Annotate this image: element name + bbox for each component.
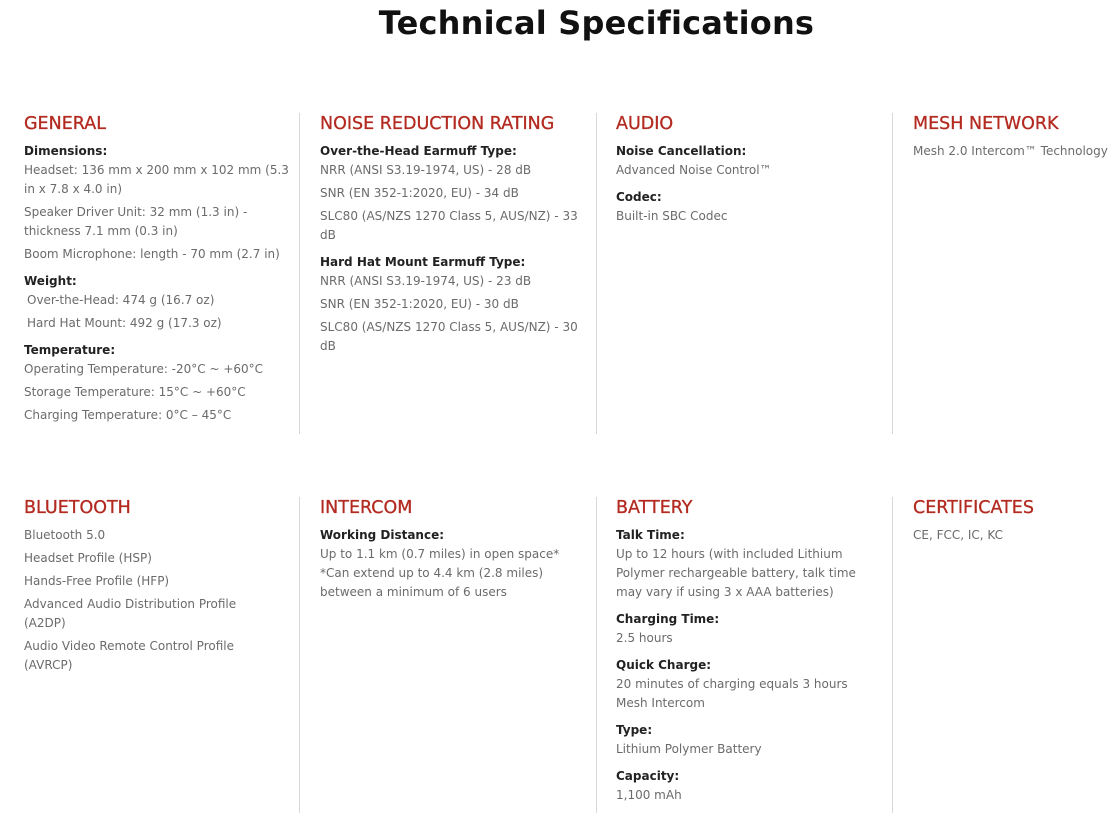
spec-label: Type: [616, 723, 653, 737]
spec-value: Headset: 136 mm x 200 mm x 102 mm (5.3 in x 7.8 x 4.0 in) [24, 163, 289, 196]
spec-value: Bluetooth 5.0 [24, 528, 106, 542]
spec-list [913, 142, 1119, 161]
spec-label: Temperature: [24, 343, 116, 357]
spec-value: Operating Temperature: -20°C ~ +60°C [24, 362, 264, 376]
spec-group-dimensions [24, 142, 289, 264]
spec-group-over-head [320, 142, 580, 245]
spec-value: SLC80 (AS/NZS 1270 Class 5, AUS/NZ) - 33 dB [320, 209, 578, 242]
section-title: MESH NETWORK [913, 114, 1059, 134]
section-audio [616, 113, 878, 434]
spec-value: Advanced Noise Control™ [616, 163, 772, 177]
section-general [24, 113, 289, 434]
spec-value: Headset Profile (HSP) [24, 551, 152, 565]
section-title: CERTIFICATES [913, 498, 1034, 518]
spec-value: Hands-Free Profile (HFP) [24, 574, 170, 588]
spec-value: Built-in SBC Codec [616, 209, 728, 223]
spec-group-noise-cancellation [616, 142, 878, 180]
spec-value: 20 minutes of charging equals 3 hours Mesh Intercom [616, 677, 848, 710]
spec-row-2 [0, 497, 1119, 813]
spec-group-working-distance [320, 526, 580, 602]
spec-group-quick-charge [616, 656, 878, 713]
spec-label: Codec: [616, 190, 662, 204]
spec-value: Mesh 2.0 Intercom™ Technology [913, 144, 1108, 158]
spec-group-capacity [616, 767, 878, 805]
section-title: NOISE REDUCTION RATING [320, 114, 555, 134]
spec-value: Boom Microphone: length - 70 mm (2.7 in) [24, 247, 280, 261]
spec-label: Charging Time: [616, 612, 720, 626]
spec-value: SLC80 (AS/NZS 1270 Class 5, AUS/NZ) - 30 dB [320, 320, 578, 353]
section-bluetooth [24, 497, 289, 813]
spec-value: 1,100 mAh [616, 788, 682, 802]
spec-group-codec [616, 188, 878, 226]
spec-label: Working Distance: [320, 528, 445, 542]
column-divider [299, 113, 300, 434]
spec-row-1 [0, 113, 1119, 434]
spec-group-weight [24, 272, 289, 333]
spec-label: Dimensions: [24, 144, 108, 158]
spec-value: Lithium Polymer Battery [616, 742, 762, 756]
spec-label: Quick Charge: [616, 658, 712, 672]
spec-value: Audio Video Remote Control Profile (AVRCP) [24, 639, 234, 672]
spec-label: Talk Time: [616, 528, 685, 542]
section-title: GENERAL [24, 114, 106, 134]
spec-value: SNR (EN 352-1:2020, EU) - 30 dB [320, 297, 519, 311]
spec-value: SNR (EN 352-1:2020, EU) - 34 dB [320, 186, 519, 200]
spec-group-temperature [24, 341, 289, 425]
spec-list [24, 526, 289, 675]
column-divider [596, 113, 597, 434]
column-divider [299, 497, 300, 813]
spec-value: Speaker Driver Unit: 32 mm (1.3 in) - thickness 7.1 mm (0.3 in) [24, 205, 248, 238]
column-divider [892, 497, 893, 813]
section-certificates [913, 497, 1119, 813]
section-battery [616, 497, 878, 813]
spec-group-charging-time [616, 610, 878, 648]
spec-value: Storage Temperature: 15°C ~ +60°C [24, 385, 246, 399]
section-intercom [320, 497, 580, 813]
spec-value: 2.5 hours [616, 631, 673, 645]
section-title: BATTERY [616, 498, 693, 518]
section-noise-reduction [320, 113, 580, 434]
spec-value: Up to 1.1 km (0.7 miles) in open space* [320, 547, 560, 561]
spec-label: Weight: [24, 274, 77, 288]
spec-list [913, 526, 1119, 545]
spec-value: Charging Temperature: 0°C – 45°C [24, 408, 232, 422]
spec-label: Noise Cancellation: [616, 144, 747, 158]
spec-label: Over-the-Head Earmuff Type: [320, 144, 517, 158]
spec-label: Hard Hat Mount Earmuff Type: [320, 255, 526, 269]
spec-value: NRR (ANSI S3.19-1974, US) - 23 dB [320, 274, 532, 288]
spec-value: Advanced Audio Distribution Profile (A2DP) [24, 597, 237, 630]
section-title: BLUETOOTH [24, 498, 131, 518]
spec-value: Over-the-Head: 474 g (16.7 oz) [27, 293, 215, 307]
spec-value: CE, FCC, IC, KC [913, 528, 1004, 542]
spec-value: Up to 12 hours (with included Lithium Polymer rechargeable battery, talk time may vary if using 3 x AAA batteries) [616, 547, 856, 599]
column-divider [892, 113, 893, 434]
spec-value: Hard Hat Mount: 492 g (17.3 oz) [27, 316, 222, 330]
section-title: AUDIO [616, 114, 674, 134]
spec-value: *Can extend up to 4.4 km (2.8 miles) between a minimum of 6 users [320, 566, 544, 599]
spec-group-talk-time [616, 526, 878, 602]
spec-group-type [616, 721, 878, 759]
spec-group-hard-hat [320, 253, 580, 356]
spec-value: NRR (ANSI S3.19-1974, US) - 28 dB [320, 163, 532, 177]
section-mesh-network [913, 113, 1119, 434]
page-title: Technical Specifications [378, 4, 815, 42]
column-divider [596, 497, 597, 813]
spec-label: Capacity: [616, 769, 680, 783]
section-title: INTERCOM [320, 498, 413, 518]
